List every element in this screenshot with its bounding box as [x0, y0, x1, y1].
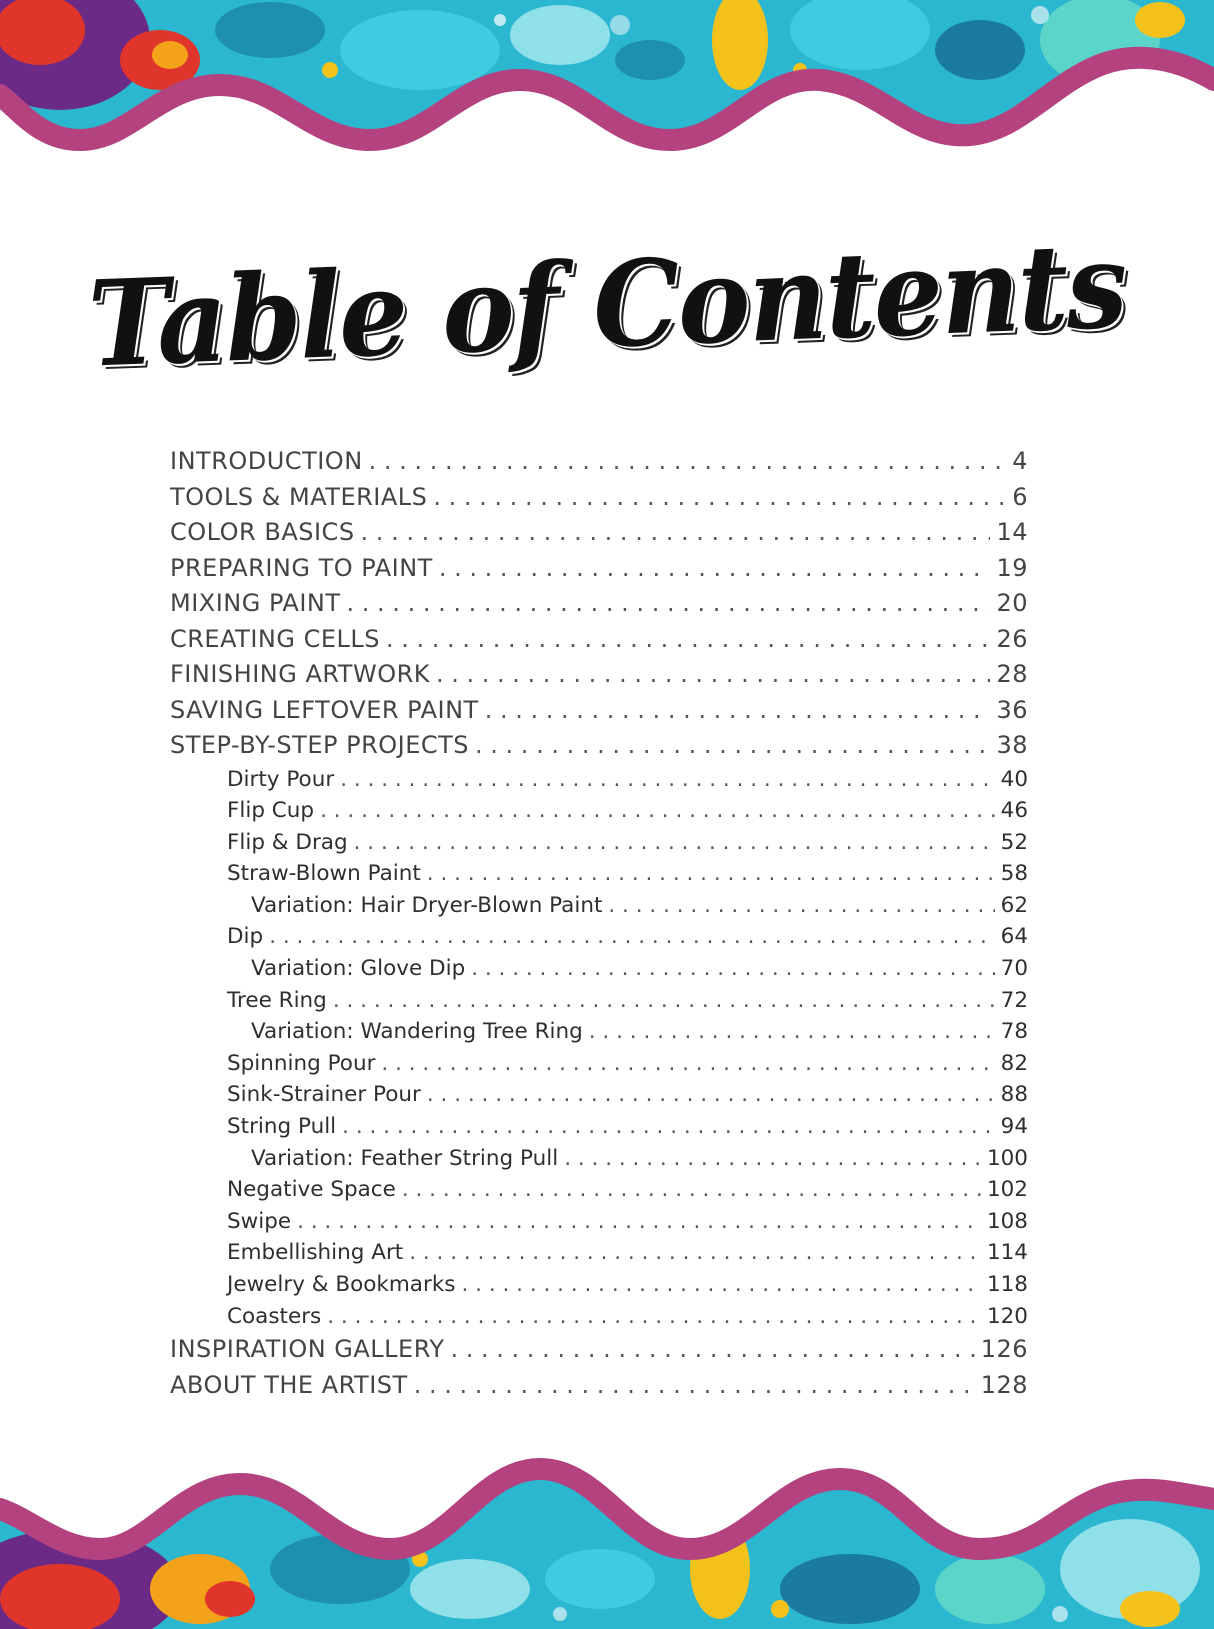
- toc-dot-leader: [402, 1174, 981, 1206]
- toc-entry-label: STEP-BY-STEP PROJECTS: [170, 731, 470, 759]
- toc-dot-leader: [297, 1206, 981, 1238]
- toc-entry-label: FINISHING ARTWORK: [170, 660, 430, 688]
- toc-entry-label: Flip Cup: [227, 798, 315, 824]
- toc-entry: [170, 890, 1028, 922]
- toc-entry-label: Swipe: [227, 1208, 292, 1234]
- toc-entry-label: Embellishing Art: [227, 1240, 404, 1266]
- toc-entry-page: 52: [1000, 829, 1028, 855]
- toc-entry-page: 40: [1000, 766, 1028, 792]
- toc-dot-leader: [320, 795, 995, 827]
- toc-entry-label: Dip: [227, 924, 264, 950]
- toc-entry-page: 4: [1012, 447, 1028, 475]
- toc-entry-page: 28: [996, 660, 1028, 688]
- toc-entry-label: Spinning Pour: [227, 1050, 376, 1076]
- toc-dot-leader: [475, 728, 990, 764]
- toc-dot-leader: [433, 480, 1006, 516]
- toc-entry-label: Variation: Glove Dip: [251, 956, 466, 982]
- toc-entry-label: ABOUT THE ARTIST: [170, 1370, 408, 1399]
- toc-entry-label: TOOLS & MATERIALS: [170, 482, 428, 511]
- toc-entry-label: Variation: Feather String Pull: [251, 1145, 559, 1171]
- toc-entry: [170, 827, 1028, 859]
- toc-entry-page: 82: [1000, 1050, 1028, 1076]
- toc-dot-leader: [608, 890, 994, 922]
- toc-entry-page: 108: [986, 1208, 1028, 1234]
- page-title: Table of Contents: [86, 215, 1128, 394]
- toc-dot-leader: [589, 1016, 995, 1048]
- toc-dot-leader: [340, 764, 994, 796]
- toc-dot-leader: [386, 622, 990, 658]
- toc-entry: [170, 551, 1028, 587]
- toc-entry-label: PREPARING TO PAINT: [170, 553, 433, 582]
- toc-entry: [170, 1237, 1028, 1269]
- toc-entry-page: 88: [1000, 1082, 1028, 1108]
- toc-entry-label: Flip & Drag: [227, 829, 348, 855]
- toc-entry: [170, 985, 1028, 1017]
- toc-entry-label: Coasters: [227, 1303, 322, 1329]
- toc-entry: [170, 480, 1028, 516]
- toc-entry-label: String Pull: [227, 1114, 337, 1140]
- toc-entry-page: 78: [1000, 1019, 1028, 1045]
- top-paint-border: [0, 0, 1214, 170]
- toc-entry-label: INSPIRATION GALLERY: [170, 1335, 445, 1364]
- toc-entry: [170, 622, 1028, 658]
- toc-entry: [170, 515, 1028, 551]
- toc-entry: [170, 1079, 1028, 1111]
- toc-entry: [170, 1368, 1028, 1404]
- toc-entry: [170, 1206, 1028, 1238]
- toc-dot-leader: [369, 444, 1007, 480]
- toc-dot-leader: [333, 985, 995, 1017]
- toc-entry-page: 102: [986, 1177, 1028, 1203]
- toc-entry: [170, 1048, 1028, 1080]
- toc-dot-leader: [451, 1332, 975, 1368]
- toc-entry-page: 26: [996, 624, 1028, 653]
- bottom-paint-art: [0, 1439, 1214, 1629]
- toc-dot-leader: [342, 1111, 994, 1143]
- toc-dot-leader: [461, 1269, 980, 1301]
- toc-entry-label: Jewelry & Bookmarks: [227, 1272, 456, 1297]
- toc-entry-label: Tree Ring: [227, 987, 327, 1013]
- toc-entry-page: 14: [996, 518, 1028, 546]
- toc-dot-leader: [354, 827, 995, 859]
- toc-entry-page: 126: [980, 1335, 1028, 1364]
- toc-entry-label: SAVING LEFTOVER PAINT: [170, 695, 479, 724]
- toc-entry-label: Dirty Pour: [227, 766, 335, 792]
- toc-entry: [170, 1016, 1028, 1048]
- toc-entry-label: Straw-Blown Paint: [227, 861, 421, 887]
- toc-dot-leader: [347, 586, 991, 622]
- toc-entry-page: 58: [1000, 861, 1028, 887]
- toc-dot-leader: [269, 921, 994, 953]
- toc-entry: [170, 1174, 1028, 1206]
- toc-entry-page: 114: [986, 1240, 1028, 1266]
- toc-entry-label: COLOR BASICS: [170, 518, 355, 546]
- toc-entry: [170, 586, 1028, 622]
- toc-entry-page: 64: [1000, 924, 1028, 950]
- toc-dot-leader: [427, 858, 995, 890]
- toc-dot-leader: [327, 1301, 981, 1333]
- toc-entry-label: INTRODUCTION: [170, 447, 363, 475]
- toc-entry-label: Negative Space: [227, 1177, 396, 1203]
- toc-entry-label: Variation: Wandering Tree Ring: [251, 1019, 583, 1045]
- toc-entry: [170, 657, 1028, 693]
- toc-entry-page: 70: [1000, 956, 1028, 982]
- toc-dot-leader: [414, 1368, 975, 1404]
- toc-entry: [170, 728, 1028, 764]
- toc-entry-label: MIXING PAINT: [170, 589, 341, 617]
- toc-entry: [170, 795, 1028, 827]
- toc-entry: [170, 693, 1028, 729]
- toc-dot-leader: [361, 515, 991, 551]
- toc-entry-page: 72: [1000, 987, 1028, 1013]
- toc-entry: [170, 858, 1028, 890]
- toc-entry: [170, 1269, 1028, 1301]
- toc-dot-leader: [471, 953, 994, 985]
- top-paint-art: [0, 0, 1214, 170]
- toc-entry: [170, 764, 1028, 796]
- toc-entry: [170, 444, 1028, 480]
- toc-entry-label: Variation: Hair Dryer-Blown Paint: [251, 892, 603, 918]
- toc-entry: [170, 953, 1028, 985]
- toc-dot-leader: [409, 1237, 981, 1269]
- toc-entry-label: Sink-Strainer Pour: [227, 1082, 421, 1108]
- toc-entry-page: 20: [996, 589, 1028, 617]
- toc-entry-label: CREATING CELLS: [170, 624, 380, 653]
- toc-entry-page: 118: [986, 1272, 1028, 1297]
- toc-dot-leader: [436, 657, 990, 693]
- toc-entry-page: 100: [986, 1145, 1028, 1171]
- toc-dot-leader: [427, 1079, 995, 1111]
- toc-entry: [170, 1332, 1028, 1368]
- toc-entry-page: 62: [1000, 892, 1028, 918]
- toc-entry-page: 94: [1000, 1114, 1028, 1140]
- toc-entry: [170, 1143, 1028, 1175]
- bottom-paint-border: [0, 1439, 1214, 1629]
- toc-dot-leader: [564, 1143, 981, 1175]
- toc-entry-page: 38: [996, 731, 1028, 759]
- toc-entry-page: 36: [996, 695, 1028, 724]
- toc-dot-leader: [485, 693, 991, 729]
- toc-dot-leader: [381, 1048, 994, 1080]
- toc-dot-leader: [439, 551, 991, 587]
- toc-entry: [170, 1111, 1028, 1143]
- toc-entry: [170, 1301, 1028, 1333]
- toc-entry-page: 46: [1000, 798, 1028, 824]
- toc-entry: [170, 921, 1028, 953]
- table-of-contents: [170, 444, 1028, 1403]
- toc-entry-page: 6: [1012, 482, 1028, 511]
- toc-entry-page: 120: [986, 1303, 1028, 1329]
- toc-entry-page: 128: [980, 1370, 1028, 1399]
- toc-entry-page: 19: [996, 553, 1028, 582]
